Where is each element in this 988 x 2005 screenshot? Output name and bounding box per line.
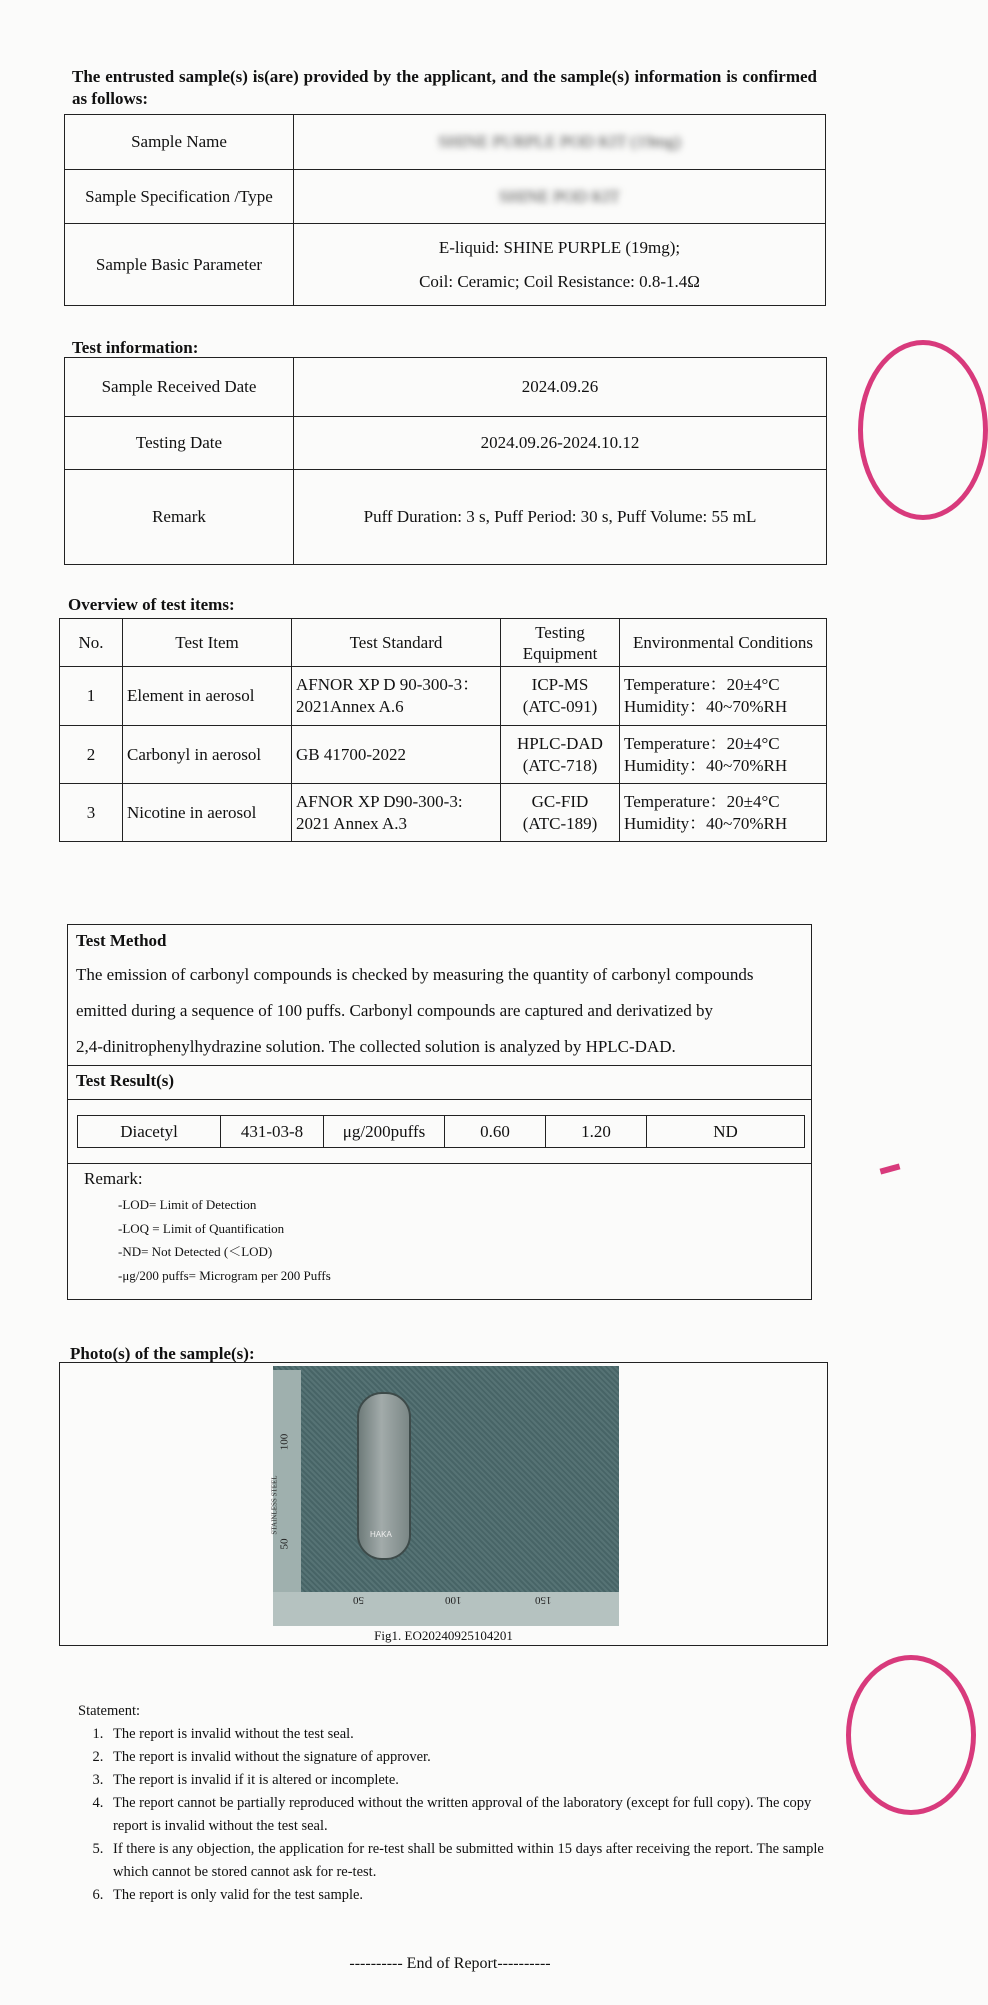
ruler-h-label: 150 [535, 1594, 552, 1606]
statement-item: 1. The report is invalid without the test seal. [107, 1723, 838, 1746]
overview-title: Overview of test items: [68, 595, 235, 614]
sample-spec-label: Sample Specification /Type [65, 170, 294, 224]
env-line: Humidity：40~70%RH [624, 755, 788, 775]
ruler-h-label: 50 [353, 1594, 364, 1606]
remark-item: -LOD= Limit of Detection [118, 1197, 257, 1212]
table-row [65, 224, 826, 306]
test-info-title: Test information: [72, 338, 199, 357]
remark-list [118, 1193, 331, 1287]
param-line: Coil: Ceramic; Coil Resistance: 0.8-1.4Ω [419, 271, 700, 291]
std-line: AFNOR XP D 90-300-3： [296, 675, 480, 694]
remark-title: Remark: [84, 1169, 143, 1188]
row-item: Nicotine in aerosol [123, 784, 292, 842]
photo-caption: Fig1. EO20240925104201 [374, 1628, 513, 1643]
table-row [65, 170, 826, 224]
result-lod: 0.60 [445, 1116, 546, 1148]
ruler-h-label: 100 [445, 1594, 462, 1606]
result-loq: 1.20 [546, 1116, 647, 1148]
col-equipment-line: Equipment [522, 643, 598, 663]
std-line: AFNOR XP D90-300-3: [296, 791, 463, 811]
testing-date-label: Testing Date [65, 417, 294, 470]
statement-item: 2. The report is invalid without the signature of approver. [107, 1746, 838, 1769]
table-row [65, 358, 827, 417]
row-standard [292, 667, 501, 726]
overview-table [59, 618, 827, 842]
test-method-box [67, 924, 812, 1300]
remark-item: -LOQ = Limit of Quantification [118, 1220, 285, 1236]
table-header-row [60, 619, 827, 667]
device-label: HAKA [370, 1530, 392, 1539]
table-row [60, 667, 827, 726]
table-row [78, 1116, 805, 1148]
sample-photo [270, 1366, 619, 1626]
eq-line: (ATC-091) [522, 697, 598, 716]
ruler-v-label: 100 [278, 1433, 291, 1451]
testing-date-value: 2024.09.26-2024.10.12 [294, 417, 827, 470]
param-line: E-liquid: SHINE PURPLE (19mg); [438, 237, 681, 257]
row-no: 2 [60, 726, 123, 784]
row-standard [292, 784, 501, 842]
remark-value: Puff Duration: 3 s, Puff Period: 30 s, Puff Volume: 55 mL [294, 470, 827, 565]
env-line: Humidity：40~70%RH [624, 813, 788, 833]
remark-label: Remark [65, 470, 294, 565]
row-env [620, 726, 827, 784]
table-row [60, 726, 827, 784]
sample-info-table [64, 114, 826, 306]
std-line: 2021Annex A.6 [296, 697, 404, 716]
seal-stamp-icon [858, 340, 988, 520]
row-equipment [501, 667, 620, 726]
sample-spec-value: SHINE POD KIT [294, 170, 826, 224]
divider [68, 1099, 811, 1100]
result-unit: μg/200puffs [324, 1116, 445, 1148]
row-item: Carbonyl in aerosol [123, 726, 292, 784]
intro-text: The entrusted sample(s) is(are) provided by the applicant, and the sample(s) information is confirmed as follows: [72, 67, 817, 108]
row-no: 3 [60, 784, 123, 842]
col-item: Test Item [123, 619, 292, 667]
eq-line: HPLC-DAD [517, 733, 603, 753]
statement-title: Statement: [78, 1703, 141, 1719]
row-env [620, 667, 827, 726]
row-item: Element in aerosol [123, 667, 292, 726]
ruler-v-label: 50 [278, 1538, 291, 1550]
test-result-title: Test Result(s) [76, 1071, 175, 1090]
result-table [77, 1115, 805, 1148]
env-line: Temperature：20±4°C [624, 791, 780, 811]
table-row [65, 470, 827, 565]
row-standard: GB 41700-2022 [292, 726, 501, 784]
eq-line: GC-FID [531, 791, 589, 811]
statement-item: 3. The report is invalid if it is altered or incomplete. [107, 1769, 838, 1792]
remark-item: -ND= Not Detected (＜LOD) [118, 1244, 273, 1259]
divider [68, 1065, 811, 1066]
col-no: No. [60, 619, 123, 667]
sample-name-label: Sample Name [65, 115, 294, 170]
statement-item: 5. If there is any objection, the application for re-test shall be submitted within 15 days after receiving the report. The sample which cannot be stored cannot ask for re-test. [107, 1838, 838, 1884]
method-line: 2,4-dinitrophenylhydrazine solution. The collected solution is analyzed by HPLC-DAD. [76, 1037, 676, 1056]
test-method-title: Test Method [76, 931, 167, 950]
row-equipment [501, 784, 620, 842]
ruler-v-text: STAINLESS STEEL [270, 1475, 279, 1535]
eq-line: (ATC-718) [522, 755, 598, 775]
row-env [620, 784, 827, 842]
method-line: The emission of carbonyl compounds is checked by measuring the quantity of carbonyl compounds [76, 965, 754, 984]
statement-item: 6. The report is only valid for the test sample. [107, 1884, 838, 1907]
test-method-text [76, 957, 806, 1065]
test-info-table [64, 357, 827, 565]
table-row [65, 417, 827, 470]
statement-item: 4. The report cannot be partially reproduced without the written approval of the laboratory (except for full copy). The copy report is invalid without the test seal. [107, 1792, 838, 1838]
col-standard: Test Standard [292, 619, 501, 667]
method-line: emitted during a sequence of 100 puffs. Carbonyl compounds are captured and derivatized by [76, 1001, 713, 1020]
table-row [60, 784, 827, 842]
env-line: Temperature：20±4°C [624, 733, 780, 753]
table-row [65, 115, 826, 170]
divider [68, 1163, 811, 1164]
end-of-report: ---------- End of Report---------- [349, 1955, 551, 1972]
received-date-label: Sample Received Date [65, 358, 294, 417]
row-no: 1 [60, 667, 123, 726]
photo-title: Photo(s) of the sample(s): [70, 1344, 255, 1363]
photo-box [59, 1362, 828, 1646]
sample-param-value [294, 224, 826, 306]
result-analyte: Diacetyl [78, 1116, 221, 1148]
row-equipment [501, 726, 620, 784]
sample-param-label: Sample Basic Parameter [65, 224, 294, 306]
env-line: Humidity：40~70%RH [624, 697, 788, 716]
eq-line: ICP-MS [531, 675, 589, 694]
col-equipment-line: Testing [535, 622, 585, 642]
seal-mark-icon [880, 1164, 901, 1175]
result-value: ND [647, 1116, 805, 1148]
received-date-value: 2024.09.26 [294, 358, 827, 417]
col-equipment [501, 619, 620, 667]
col-env: Environmental Conditions [620, 619, 827, 667]
statement [78, 1700, 838, 1907]
eq-line: (ATC-189) [522, 813, 598, 833]
std-line: 2021 Annex A.3 [296, 813, 407, 833]
seal-stamp-icon [846, 1655, 976, 1815]
remark-item: -μg/200 puffs= Microgram per 200 Puffs [118, 1267, 331, 1283]
env-line: Temperature：20±4°C [624, 675, 780, 694]
sample-name-value: SHINE PURPLE POD KIT (19mg) [294, 115, 826, 170]
result-cas: 431-03-8 [221, 1116, 324, 1148]
